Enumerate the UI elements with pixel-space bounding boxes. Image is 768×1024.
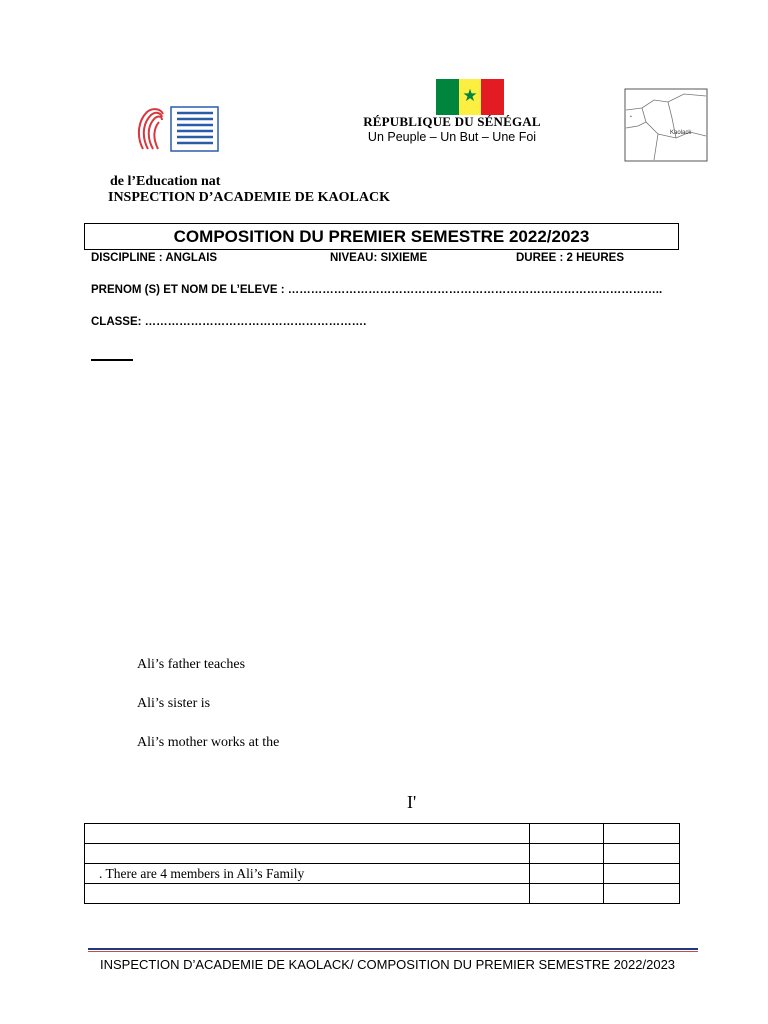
footer-rule — [88, 948, 698, 950]
table-row — [85, 824, 680, 844]
svg-text:Kaolack: Kaolack — [670, 130, 692, 136]
level-label: NIVEAU: SIXIEME — [330, 252, 428, 264]
inspection-label: INSPECTION D’ACADEMIE DE KAOLACK — [108, 190, 390, 205]
table-cell — [530, 884, 604, 904]
class-field: CLASSE: …………………………………………………. — [91, 316, 367, 328]
ministry-label: de l’Education nat — [110, 174, 221, 189]
table-cell — [530, 864, 604, 884]
sentence-2: Ali’s sister is — [137, 696, 211, 711]
table-row — [85, 864, 680, 884]
exam-title: COMPOSITION DU PREMIER SEMESTRE 2022/2023 — [84, 223, 679, 250]
section-letter: I' — [407, 792, 417, 812]
education-logo-icon — [133, 104, 223, 154]
divider — [91, 359, 133, 361]
table-cell — [604, 864, 680, 884]
table-cell — [85, 884, 530, 904]
discipline-label: DISCIPLINE : ANGLAIS — [91, 252, 218, 264]
sentence-3: Ali’s mother works at the — [137, 735, 280, 750]
table-cell — [85, 844, 530, 864]
table-cell — [85, 824, 530, 844]
footer-rule-accent — [88, 951, 698, 952]
table-row — [85, 884, 680, 904]
table-cell: . There are 4 members in Ali’s Family — [85, 864, 530, 884]
table-row — [85, 844, 680, 864]
table-cell — [604, 824, 680, 844]
duration-label: DUREE : 2 HEURES — [516, 252, 624, 264]
footer-text: INSPECTION D’ACADEMIE DE KAOLACK/ COMPOSITION DU PREMIER SEMESTRE 2022/2023 — [100, 957, 676, 972]
student-name-field: PRENOM (S) ET NOM DE L’ELEVE : …………………………………………………………………………………….. — [91, 284, 663, 296]
senegal-flag-icon: ★ — [436, 79, 504, 115]
republic-heading: RÉPUBLIQUE DU SÉNÉGAL — [363, 114, 541, 129]
table-cell — [530, 824, 604, 844]
kaolack-map-icon — [624, 88, 708, 162]
national-motto: Un Peuple – Un But – Une Foi — [367, 130, 537, 144]
sentence-1: Ali’s father teaches — [137, 657, 246, 672]
table-cell — [604, 844, 680, 864]
svg-text:▪: ▪ — [630, 114, 632, 120]
true-false-table — [84, 823, 680, 904]
table-cell — [604, 884, 680, 904]
table-cell — [530, 844, 604, 864]
